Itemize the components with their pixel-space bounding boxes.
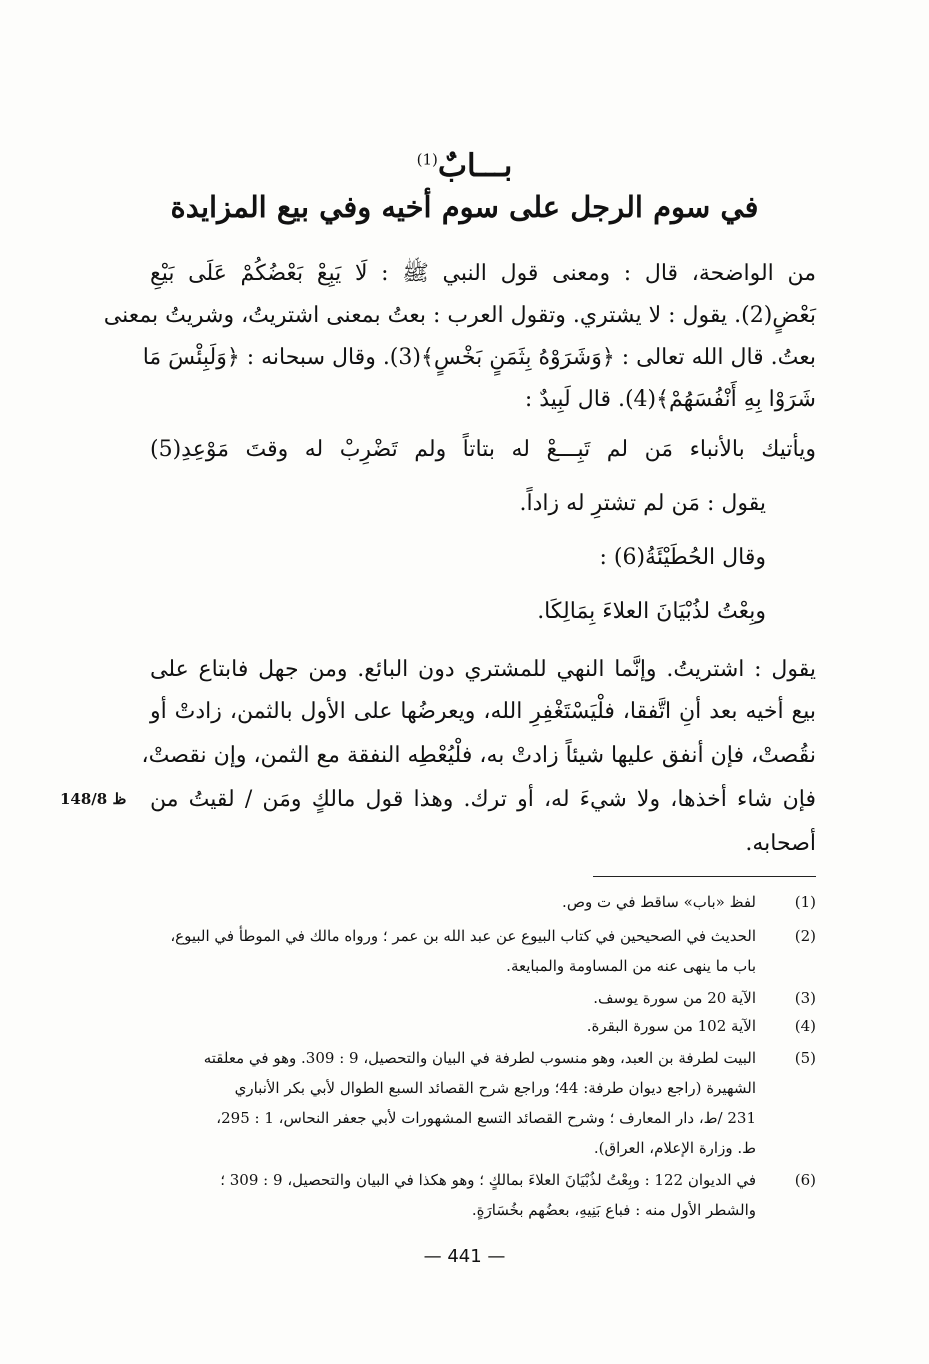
footnote-text: الآية 20 من سورة يوسف.: [593, 989, 756, 1007]
body-line-4: شَرَوْا بِهِ أَنْفُسَهُمْ﴾(4). قال لَبِيدٌ :: [524, 387, 816, 412]
body-line-2: بَعْضٍ(2). يقول : لا يشتري. وتقول العرب : بعتُ بمعنى اشتريتُ، وشريتُ بمعنى: [103, 303, 816, 328]
body-line-12: فإن شاء أخذها، ولا شيءَ له، أو ترك. وهذا قول مالكٍ ومَن / لقيتُ من: [150, 787, 816, 812]
body-line-3: بعتُ. قال الله تعالى : ﴿وَشَرَوْهُ بِثَمَنٍ بَخْسٍ﴾(3). وقال سبحانه : ﴿وَلَبِئْسَ مَا: [142, 345, 816, 370]
footnote-number: (5): [794, 1049, 816, 1067]
footnote-row: [140, 1012, 816, 1040]
footnote-number: (3): [794, 989, 816, 1007]
footnote-row: [140, 1104, 816, 1132]
footnote-number: (2): [794, 927, 816, 945]
verse-line: ويأتيك بالأنباء مَن لم تَبِـــعْ له بتاتاً ولم تَضْرِبْ له وقتَ مَوْعِدِ(5): [150, 437, 816, 462]
body-line-7-text: وقال الحُطَيْئَةُ(6) :: [599, 545, 766, 570]
footnote-text: الحديث في الصحيحين في كتاب البيوع عن عبد الله بن عمر ؛ ورواه مالك في الموطأ في البيوع،: [170, 927, 756, 945]
body-line-6-text: يقول : مَن لم تشترِ له زاداً.: [519, 491, 766, 516]
footnote-row: [140, 888, 816, 916]
footnote-text: والشطر الأول منه : فباع بَنِيهِ، بعضُهم بخُسَارَةٍ.: [471, 1201, 756, 1219]
footnote-text: الآية 102 من سورة البقرة.: [586, 1017, 756, 1035]
body-line-7: [150, 540, 816, 576]
footnote-row: [140, 1166, 816, 1194]
footnote-text: لفظ «باب» ساقط في ت وص.: [562, 893, 756, 911]
chapter-title-word: بـــابٌ: [437, 148, 513, 184]
footnote-row: [140, 1074, 816, 1102]
body-line-8: [150, 594, 816, 630]
footnote-text: باب ما ينهى عنه من المساومة والمبايعة.: [506, 957, 756, 975]
body-line-10: بيع أخيه بعد أنِ اتَّفقا، فلْيَسْتَغْفِرِ الله، ويعرضُها على الأول بالثمن، زادتْ أو: [150, 699, 816, 724]
footnote-separator: [593, 876, 816, 877]
body-line-8-text: وبِعْتُ لذُبْيَانَ العلاءَ بِمَالِكَا.: [537, 599, 766, 624]
body-line-6: [150, 486, 816, 522]
footnote-number: (6): [794, 1171, 816, 1189]
footnote-number: (4): [794, 1017, 816, 1035]
body-line-9: يقول : اشتريتُ. وإنَّما النهي للمشتري دون البائع. ومن جهل فابتاع على: [150, 657, 816, 682]
footnote-row: [140, 922, 816, 950]
footnote-row: [140, 984, 816, 1012]
body-line-11: نقُصتْ، فإن أنفق عليها شيئاً زادتْ به، فلْيُعْطِه النفقة مع الثمن، وإن نقصتْ،: [141, 743, 816, 768]
footnote-row: [140, 1196, 816, 1224]
footnote-text: في الديوان 122 : وبِعْتُ لذُبْيَانَ العلاءَ بمالكٍ ؛ وهو هكذا في البيان والتحصيل، 9 : 309 ؛: [220, 1171, 756, 1189]
footnote-text: 231 /ط، دار المعارف ؛ وشرح القصائد التسع المشهورات لأبي جعفر النحاس، 1 : 295،: [216, 1109, 756, 1127]
chapter-title-ref: (1): [416, 150, 438, 169]
footnote-text: البيت لطرفة بن العبد، وهو منسوب لطرفة في البيان والتحصيل، 9 : 309. وهو في معلقته: [203, 1049, 756, 1067]
footnote-text: ط. وزارة الإعلام، العراق).: [593, 1139, 756, 1157]
footnote-number: (1): [794, 893, 816, 911]
footnote-row: [140, 952, 816, 980]
footnote-text: الشهيرة (راجع ديوان طرفة: 44؛ وراجع شرح القصائد السبع الطوال لأبي بكر الأنباري: [234, 1079, 756, 1097]
margin-folio-note: 148/8 ظ: [60, 790, 127, 808]
page-number: — 441 —: [423, 1246, 506, 1267]
footnote-row: [140, 1044, 816, 1072]
chapter-heading: [0, 148, 929, 184]
footnote-row: [140, 1134, 816, 1162]
body-line-1: من الواضحة، قال : ومعنى قول النبي ﷺ : لَا يَبِعْ بَعْضُكُمْ عَلَى بَيْعِ: [150, 261, 816, 286]
chapter-subtitle: في سوم الرجل على سوم أخيه وفي بيع المزايدة: [170, 190, 759, 224]
body-line-13: أصحابه.: [745, 831, 816, 856]
